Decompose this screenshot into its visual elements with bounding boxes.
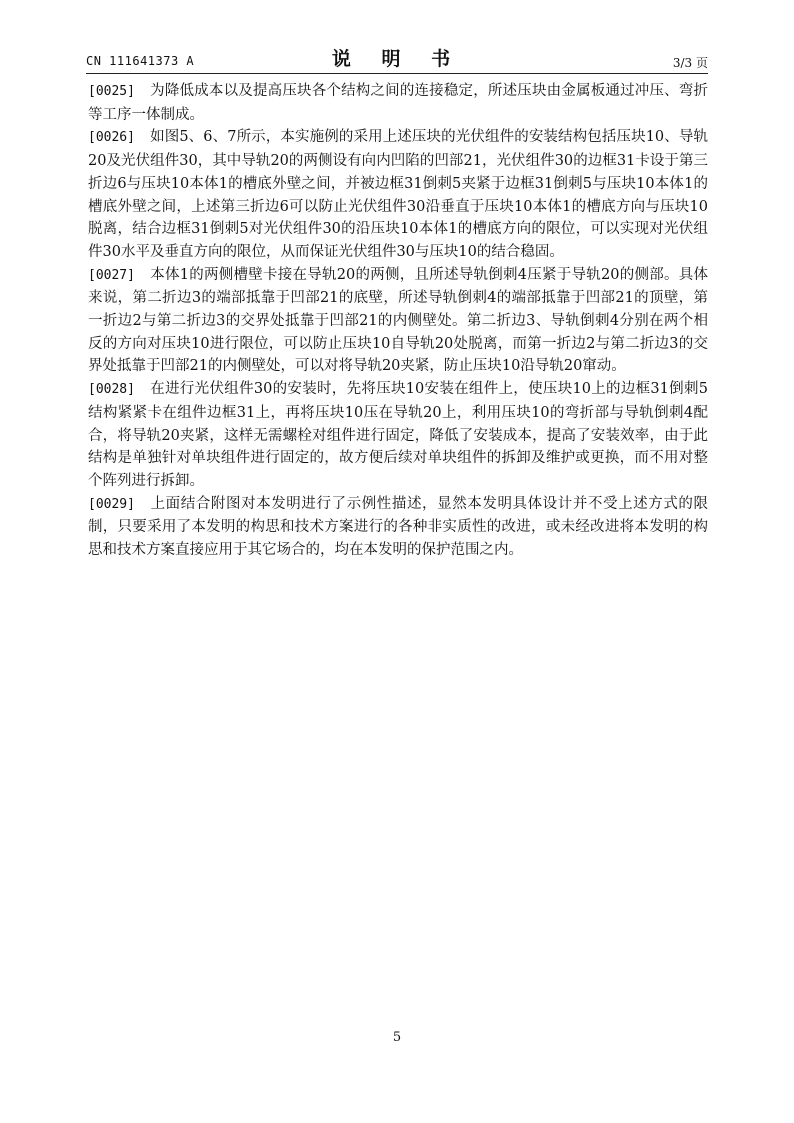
- document-body: [88, 80, 708, 562]
- paragraph-0025: [88, 80, 708, 126]
- paragraph-number: [0025]: [88, 84, 135, 99]
- document-title: 说 明 书: [331, 48, 463, 70]
- header-divider: [86, 73, 708, 74]
- paragraph-text: 上面结合附图对本发明进行了示例性描述，显然本发明具体设计并不受上述方式的限制，只要采用了本发明的构思和技术方案进行的各种非实质性的改进，或未经改进将本发明的构思和技术方案直接应用于其它场合的，均在本发明的保护范围之内。: [88, 495, 708, 559]
- paragraph-text: 如图5、6、7所示，本实施例的采用上述压块的光伏组件的安装结构包括压块10、导轨20及光伏组件30，其中导轨20的两侧设有向内凹陷的凹部21，光伏组件30的边框31卡设于第三折边6与压块10本体1的槽底外壁之间，并被边框31倒刺5夹紧于边框31倒刺5与压块10本体1的槽底外壁之间，上述第三折边6可以防止光伏组件30沿垂直于压块10本体1的槽底方向与压块10脱离，结合边框31倒刺5对光伏组件30的沿压块10本体1的槽底方向的限位，可以实现对光伏组件30水平及垂直方向的限位，从而保证光伏组件30与压块10的结合稳固。: [88, 129, 708, 260]
- publication-number: CN 111641373 A: [86, 54, 195, 68]
- paragraph-0029: [88, 493, 708, 562]
- paragraph-text: 为降低成本以及提高压块各个结构之间的连接稳定，所述压块由金属板通过冲压、弯折等工序一体制成。: [88, 83, 708, 123]
- paragraph-text: 本体1的两侧槽壁卡接在导轨20的两侧，且所述导轨倒刺4压紧于导轨20的侧部。具体来说，第二折边3的端部抵靠于凹部21的底壁，所述导轨倒刺4的端部抵靠于凹部21的顶壁，第一折边2与第二折边3的交界处抵靠于凹部21的内侧壁处。第二折边3、导轨倒刺4分别在两个相反的方向对压块10进行限位，可以防止压块10自导轨20处脱离，而第一折边2与第二折边3的交界处抵靠于凹部21的内侧壁处，可以对将导轨20夹紧，防止压块10沿导轨20窜动。: [88, 266, 708, 375]
- paragraph-0027: [88, 264, 708, 379]
- page-header: [86, 44, 708, 74]
- page-number: 5: [392, 1030, 402, 1045]
- paragraph-0026: [88, 126, 708, 263]
- paragraph-number: [0026]: [88, 130, 135, 146]
- paragraph-number: [0028]: [88, 382, 135, 398]
- paragraph-0028: [88, 378, 708, 493]
- paragraph-number: [0029]: [88, 496, 135, 512]
- paragraph-text: 在进行光伏组件30的安装时，先将压块10安装在组件上，使压块10上的边框31倒刺5结构紧紧卡在组件边框31上，再将压块10压在导轨20上，利用压块10的弯折部与导轨倒刺4配合，将导轨20夹紧，这样无需螺栓对组件进行固定，降低了安装成本，提高了安装效率，由于此结构是单独针对单块组件进行固定的，故方便后续对单块组件的拆卸及维护或更换，而不用对整个阵列进行拆卸。: [88, 381, 708, 489]
- paragraph-number: [0027]: [88, 267, 135, 283]
- page-indicator: 3/3 页: [672, 56, 708, 70]
